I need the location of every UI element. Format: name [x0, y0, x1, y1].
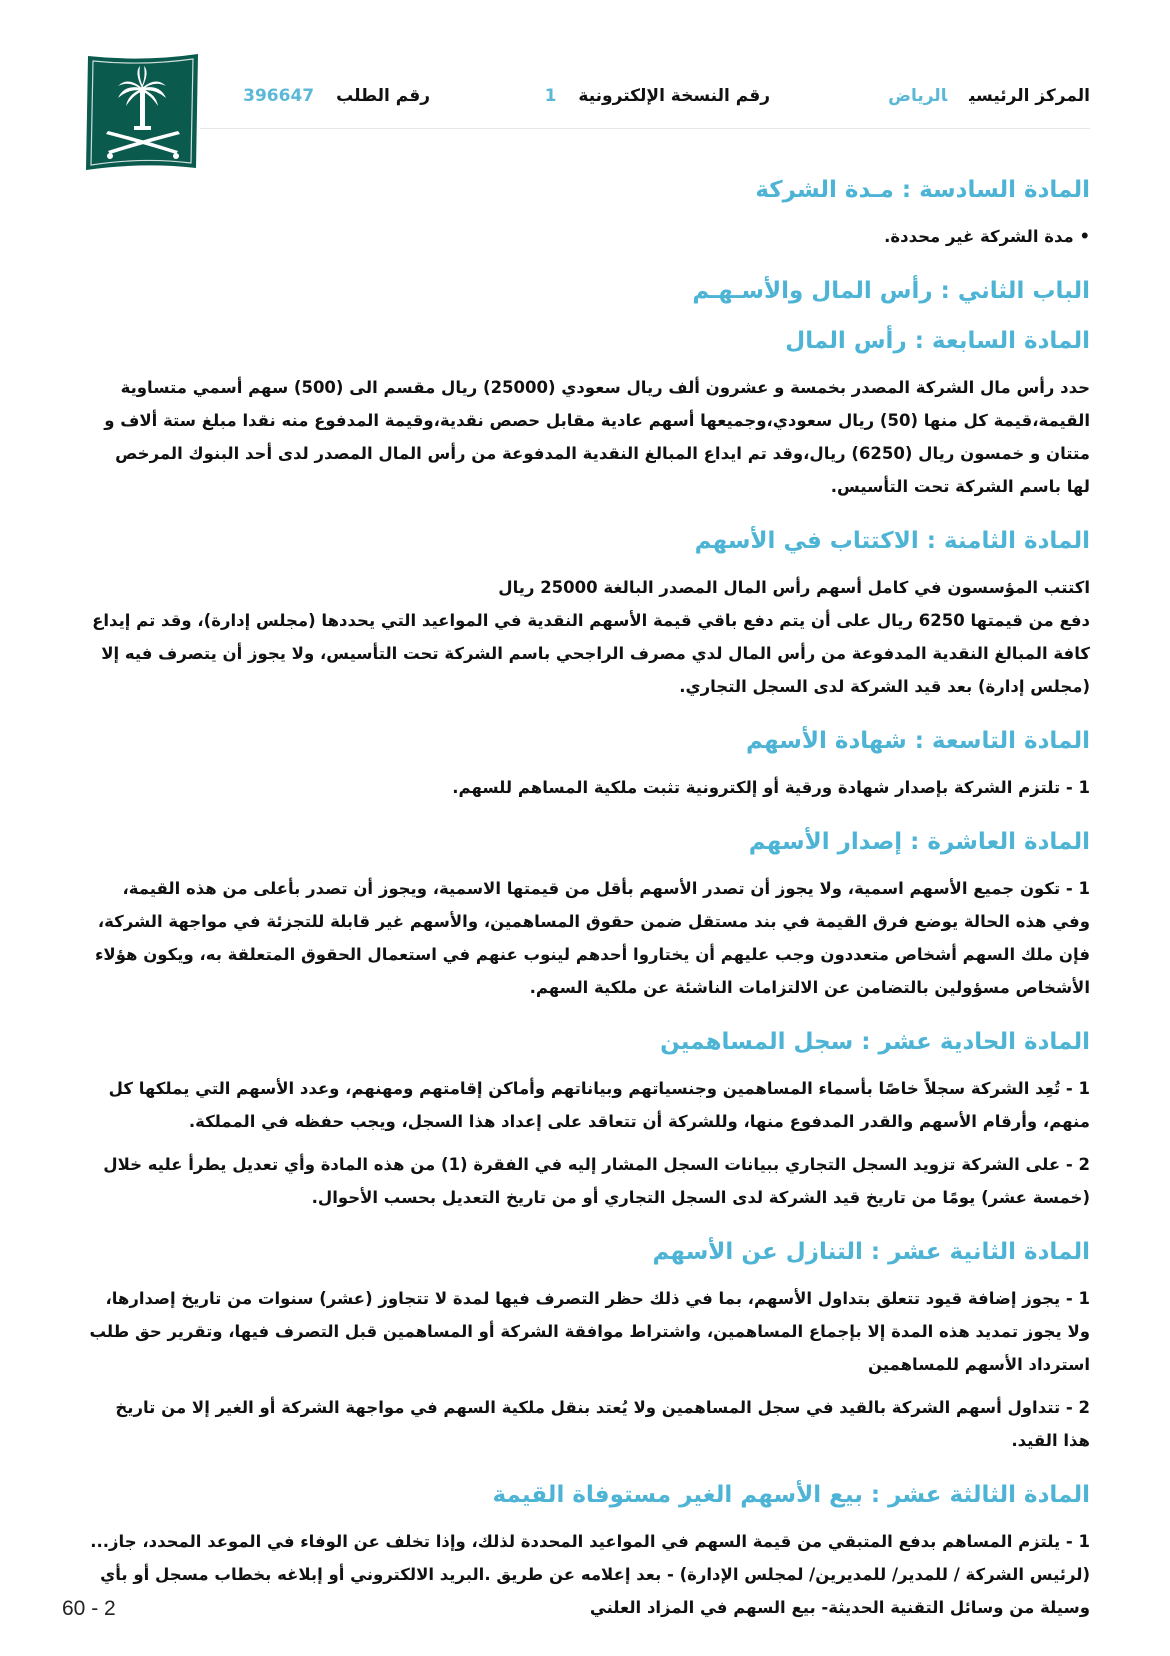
article-11-paragraph-1: 1 - تُعِد الشركة سجلاً خاصًا بأسماء المساهمين وجنسياتهم وبياناتهم وأماكن إقامتهم ومهنهم، وعدد الأسهم التي يملكها كل منهم، وأرقام الأسهم والقدر المدفوع منها، وللشركة أن تتعاقد على إعداد هذا السجل، ويجب حفظه في المملكة. [108, 1079, 1090, 1131]
article-12-paragraph-2: 2 - تتداول أسهم الشركة بالقيد في سجل المساهمين ولا يُعتد بنقل ملكية السهم في مواجهة الشركة أو الغير إلا من تاريخ هذا القيد. [115, 1398, 1090, 1450]
saudi-emblem-logo [84, 54, 202, 172]
article-8-paragraph-2: دفع من قيمتها 6250 ريال على أن يتم دفع باقي قيمة الأسهم النقدية في المواعيد التي يحددها (مجلس إدارة)، وقد تم إيداع كافة المبالغ النقدية المدفوعة من رأس المال لدي مصرف الراجحي باسم الشركة تحت التأسيس، ولا يجوز أن يتصرف فيه إلا (مجلس إدارة) بعد قيد الشركة لدى السجل التجاري. [92, 611, 1090, 696]
article-10-heading: المادة العاشرة : إصدار الأسهم [748, 829, 1090, 855]
article-7-paragraph: حدد رأس مال الشركة المصدر بخمسة و عشرون ألف ريال سعودي (25000) ريال مقسم الى (500) سهم أسمي متساوية القيمة،قيمة كل منها (50) ريال سعودي،وجميعها أسهم عادية مقابل حصص نقدية،وقيمة المدفوع منه نقدا مبلغ ستة ألاف و متتان و خمسون ريال (6250) ريال،وقد تم ايداع المبالغ النقدية المدفوعة من رأس المال المصدر لدى أحد البنوك المرخص لها باسم الشركة تحت التأسيس. [104, 378, 1090, 496]
document-body [88, 170, 1090, 1624]
article-13-heading: المادة الثالثة عشر : بيع الأسهم الغير مستوفاة القيمة [492, 1482, 1090, 1508]
article-11-paragraph-2: 2 - على الشركة تزويد السجل التجاري ببيانات السجل المشار إليه في الفقرة (1) من هذه المادة وأي تعديل يطرأ عليه خلال (خمسة عشر) يومًا من تاريخ قيد الشركة لدى السجل التجاري أو من تاريخ التعديل بحسب الأحوال. [103, 1155, 1090, 1207]
page-number: 60 - 2 [62, 1597, 116, 1620]
article-10-paragraph: 1 - تكون جميع الأسهم اسمية، ولا يجوز أن تصدر الأسهم بأقل من قيمتها الاسمية، ويجوز أن تصدر بأعلى من هذه القيمة، وفي هذه الحالة يوضع فرق القيمة في بند مستقل ضمن حقوق المساهمين، والأسهم غير قابلة للتجزئة في مواجهة الشركة، فإن ملك السهم أشخاص متعددون وجب عليهم أن يختاروا أحدهم لينوب عنهم في استعمال الحقوق المتعلقة به، ويكون هؤلاء الأشخاص مسؤولين بالتضامن عن الالتزامات الناشئة عن ملكية السهم. [94, 879, 1090, 997]
request-number-label: رقم الطلب [336, 86, 430, 106]
article-9-paragraph: 1 - تلتزم الشركة بإصدار شهادة ورقية أو إلكترونية تثبت ملكية المساهم للسهم. [452, 778, 1090, 797]
main-center-label: المركز الرئيسي [969, 86, 1090, 106]
article-13-paragraph: 1 - يلتزم المساهم بدفع المتبقي من قيمة السهم في المواعيد المحددة لذلك، وإذا تخلف عن الوفاء في الموعد المحدد، جاز... (لرئيس الشركة / للمدير/ للمديرين/ لمجلس الإدارة) - بعد إعلامه عن طريق .البريد الالكتروني أو إبلاغه بخطاب مسجل أو بأي وسيلة من وسائل التقنية الحديثة- بيع السهم في المزاد العلني [90, 1532, 1090, 1617]
request-number-field [243, 86, 430, 106]
copy-number-value: 1 [544, 86, 557, 106]
article-12-paragraph-1: 1 - يجوز إضافة قيود تتعلق بتداول الأسهم، بما في ذلك حظر التصرف فيها لمدة لا تتجاوز (عشر) سنوات من تاريخ إصدارها، ولا يجوز تمديد هذه المدة إلا بإجماع المساهمين، واشتراط موافقة الشركة أو المساهمين قبل التصرف فيها، وتقرير حق طلب استرداد الأسهم للمساهمين [89, 1289, 1090, 1374]
main-center-field [888, 86, 1090, 106]
article-7-heading: المادة السابعة : رأس المال [785, 328, 1090, 354]
document-header [200, 80, 1090, 129]
article-9-heading: المادة التاسعة : شهادة الأسهم [746, 728, 1090, 754]
article-8-heading: المادة الثامنة : الاكتتاب في الأسهم [694, 528, 1090, 554]
article-12-heading: المادة الثانية عشر : التنازل عن الأسهم [652, 1239, 1090, 1265]
request-number-value: 396647 [243, 86, 315, 106]
copy-number-field [545, 86, 770, 106]
article-6-heading: المادة السادسة : مـدة الشركة [755, 177, 1090, 203]
main-center-value: الرياض [888, 86, 948, 106]
chapter-2-heading: الباب الثاني : رأس المال والأسـهـم [692, 278, 1090, 304]
saudi-emblem-palm-swords-icon [84, 54, 202, 172]
article-8-paragraph-1: اكتتب المؤسسون في كامل أسهم رأس المال المصدر البالغة 25000 ريال [498, 578, 1090, 597]
article-6-paragraph: • مدة الشركة غير محددة. [884, 227, 1090, 246]
article-11-heading: المادة الحادية عشر : سجل المساهمين [660, 1029, 1090, 1055]
copy-number-label: رقم النسخة الإلكترونية [578, 86, 770, 106]
